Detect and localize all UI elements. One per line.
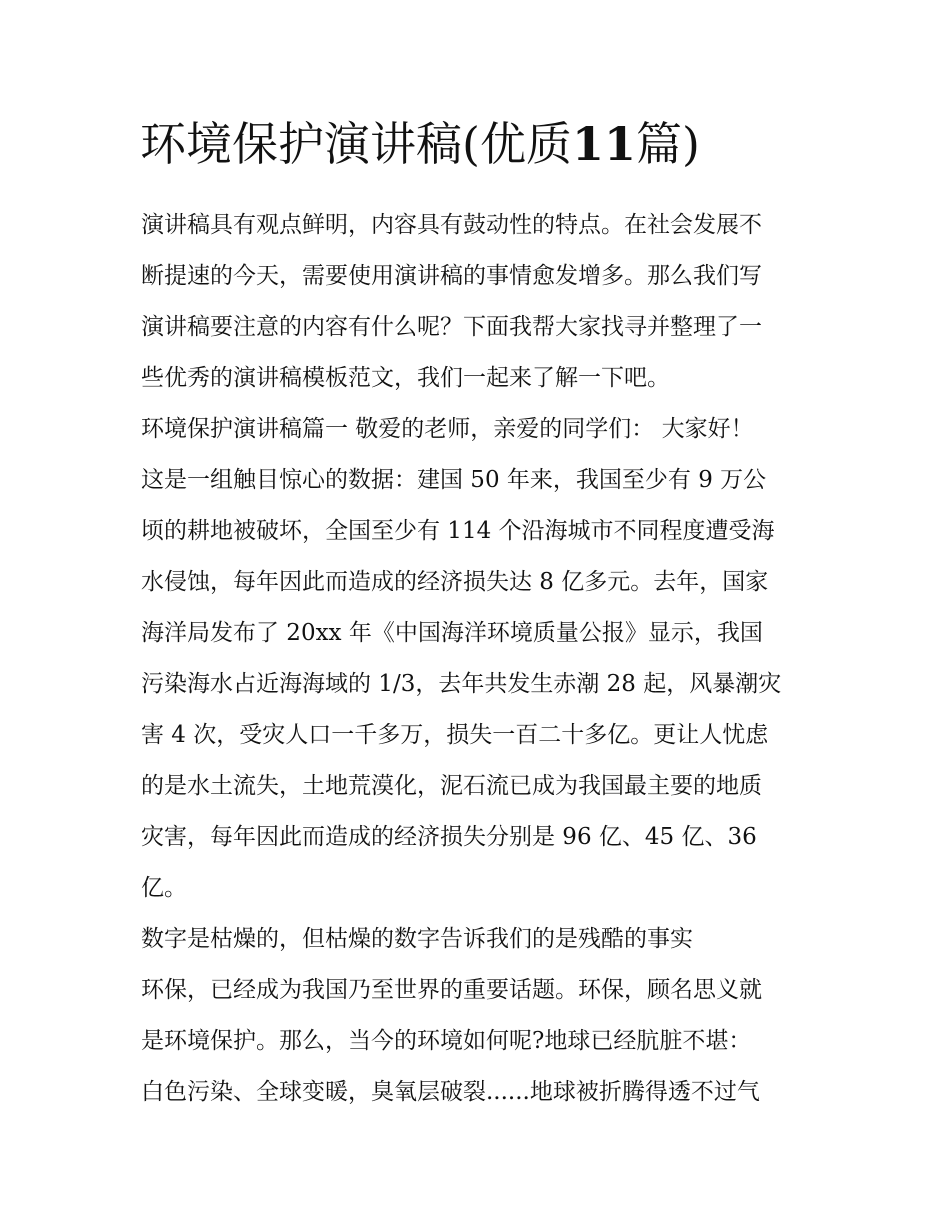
- page-title: [140, 112, 840, 176]
- body-line-5: 环境保护演讲稿篇一 敬爱的老师，亲爱的同学们： 大家好！: [141, 416, 754, 442]
- body-line-1: 演讲稿具有观点鲜明，内容具有鼓动性的特点。在社会发展不: [141, 212, 762, 238]
- body-line-9: 海洋局发布了 20xx 年《中国海洋环境质量公报》显示，我国: [141, 620, 763, 646]
- body-line-3: 演讲稿要注意的内容有什么呢？下面我帮大家找寻并整理了一: [141, 314, 762, 340]
- title-number: 11: [571, 117, 636, 171]
- body-line-4: 些优秀的演讲稿模板范文，我们一起来了解一下吧。: [141, 365, 670, 391]
- body-line-7: 顷的耕地被破坏，全国至少有 114 个沿海城市不同程度遭受海: [141, 518, 775, 544]
- body-line-6: 这是一组触目惊心的数据：建国 50 年来，我国至少有 9 万公: [141, 467, 767, 493]
- title-text-pre: 环境保护演讲稿(优质: [140, 117, 572, 171]
- body-line-16: 环保，已经成为我国乃至世界的重要话题。环保，顾名思义就: [141, 977, 762, 1003]
- document-body: [141, 200, 821, 1118]
- body-line-13: 灾害，每年因此而造成的经济损失分别是 96 亿、45 亿、36: [141, 824, 757, 850]
- body-line-12: 的是水土流失，土地荒漠化，泥石流已成为我国最主要的地质: [141, 773, 762, 799]
- body-line-10: 污染海水占近海海域的 1/3，去年共发生赤潮 28 起，风暴潮灾: [141, 671, 782, 697]
- body-line-11: 害 4 次，受灾人口一千多万，损失一百二十多亿。更让人忧虑: [141, 722, 769, 748]
- body-line-15: 数字是枯燥的，但枯燥的数字告诉我们的是残酷的事实: [141, 926, 693, 952]
- title-text-post: 篇): [635, 117, 700, 171]
- body-line-17: 是环境保护。那么，当今的环境如何呢?地球已经肮脏不堪：: [141, 1028, 752, 1054]
- body-line-2: 断提速的今天，需要使用演讲稿的事情愈发增多。那么我们写: [141, 263, 762, 289]
- body-line-14: 亿。: [141, 875, 187, 901]
- body-line-18: 白色污染、全球变暖，臭氧层破裂......地球被折腾得透不过气: [141, 1079, 760, 1105]
- body-line-8: 水侵蚀，每年因此而造成的经济损失达 8 亿多元。去年，国家: [141, 569, 769, 595]
